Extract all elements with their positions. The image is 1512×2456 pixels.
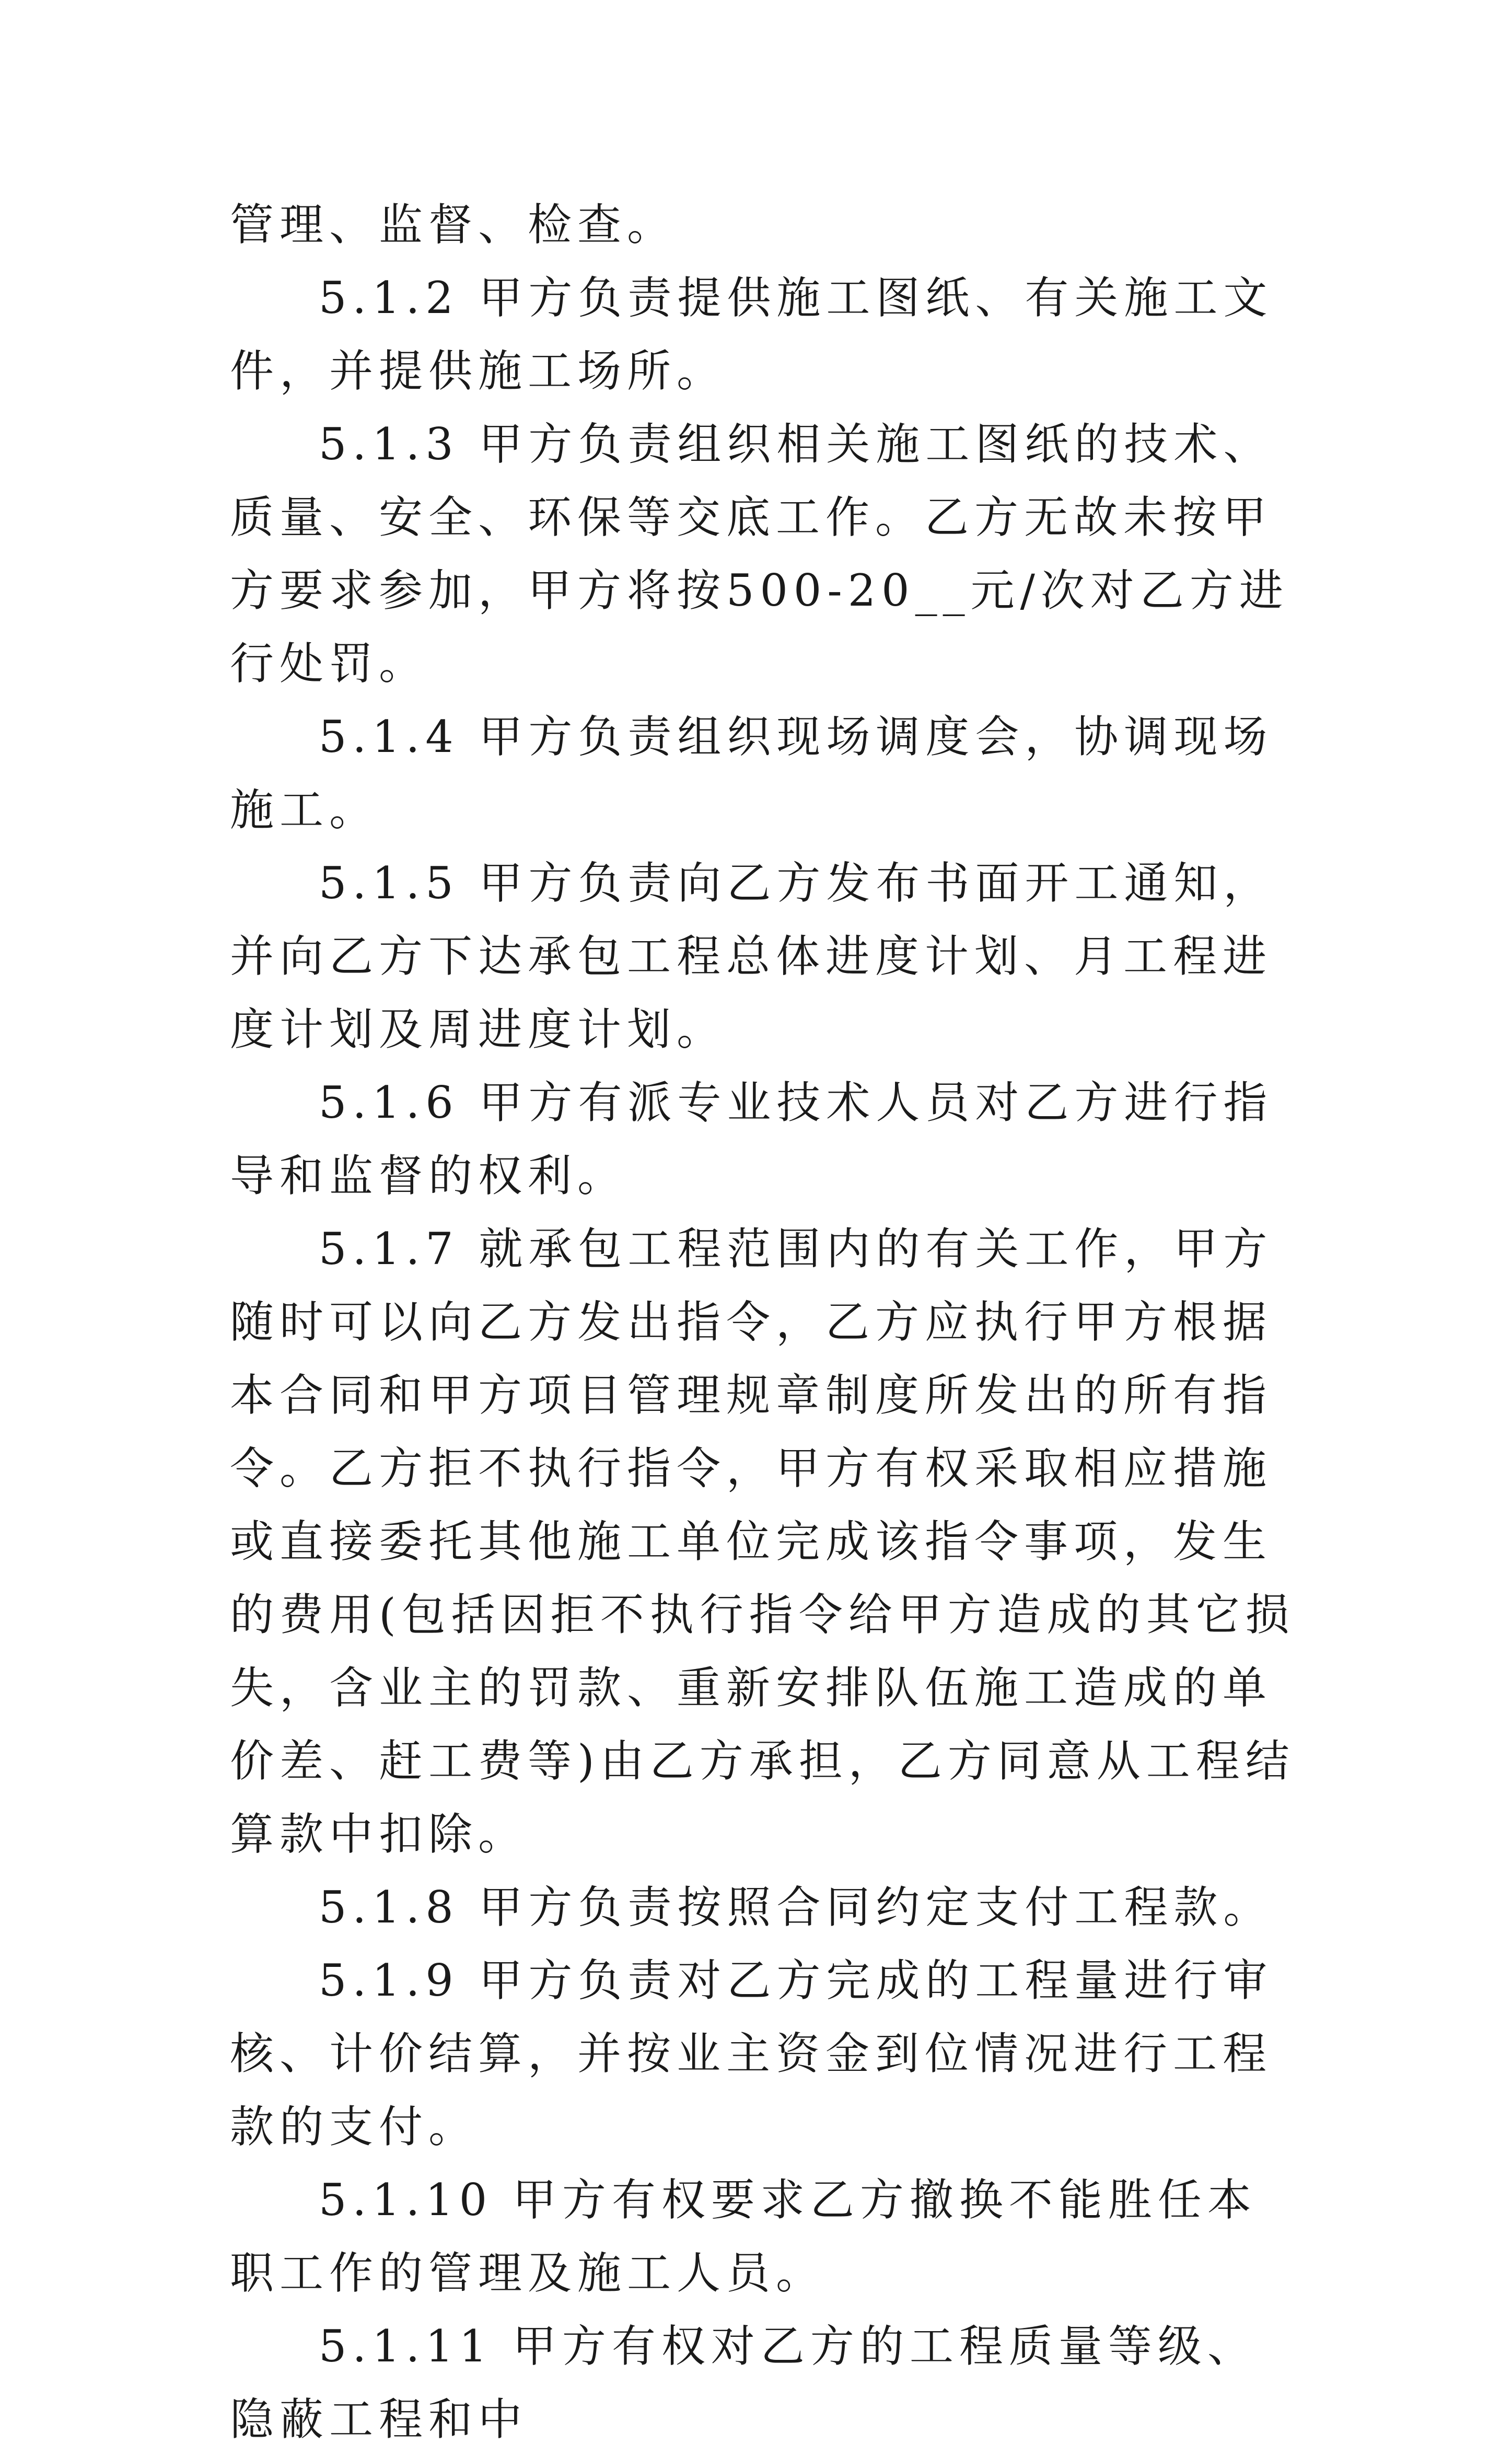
clause-5-1-6: 5.1.6 甲方有派专业技术人员对乙方进行指导和监督的权利。 xyxy=(230,1077,1273,1201)
clause-5-1-8: 5.1.8 甲方负责按照合同约定支付工程款。 xyxy=(319,1882,1273,1933)
clause-5-1-5: 5.1.5 甲方负责向乙方发布书面开工通知，并向乙方下达承包工程总体进度计划、月工程进度计划及周进度计划。 xyxy=(230,858,1273,1055)
clause-5-1-4: 5.1.4 甲方负责组织现场调度会，协调现场施工。 xyxy=(230,711,1273,836)
clause-5-1-7: 5.1.7 就承包工程范围内的有关工作，甲方随时可以向乙方发出指令，乙方应执行甲方根据本合同和甲方项目管理规章制度所发出的所有指令。乙方拒不执行指令，甲方有权采取相应措施或直接委托其他施工单位完成该指令事项，发生的费用(包括因拒不执行指令给甲方造成的其它损失，含业主的罚款、重新安排队伍施工造成的单价差、赶工费等)由乙方承担，乙方同意从工程结算款中扣除。 xyxy=(230,1223,1295,1860)
document-body xyxy=(230,188,1296,2456)
paragraph-continuation: 管理、监督、检查。 xyxy=(230,199,677,250)
clause-5-1-3: 5.1.3 甲方负责组织相关施工图纸的技术、质量、安全、环保等交底工作。乙方无故未按甲方要求参加，甲方将按500-20__元/次对乙方进行处罚。 xyxy=(230,419,1289,689)
clause-5-1-2: 5.1.2 甲方负责提供施工图纸、有关施工文件，并提供施工场所。 xyxy=(230,272,1273,397)
clause-5-1-10: 5.1.10 甲方有权要求乙方撤换不能胜任本职工作的管理及施工人员。 xyxy=(230,2174,1257,2299)
clause-5-1-9: 5.1.9 甲方负责对乙方完成的工程量进行审核、计价结算，并按业主资金到位情况进行工程款的支付。 xyxy=(230,1955,1273,2152)
clause-5-1-11: 5.1.11 甲方有权对乙方的工程质量等级、隐蔽工程和中 xyxy=(230,2321,1257,2445)
